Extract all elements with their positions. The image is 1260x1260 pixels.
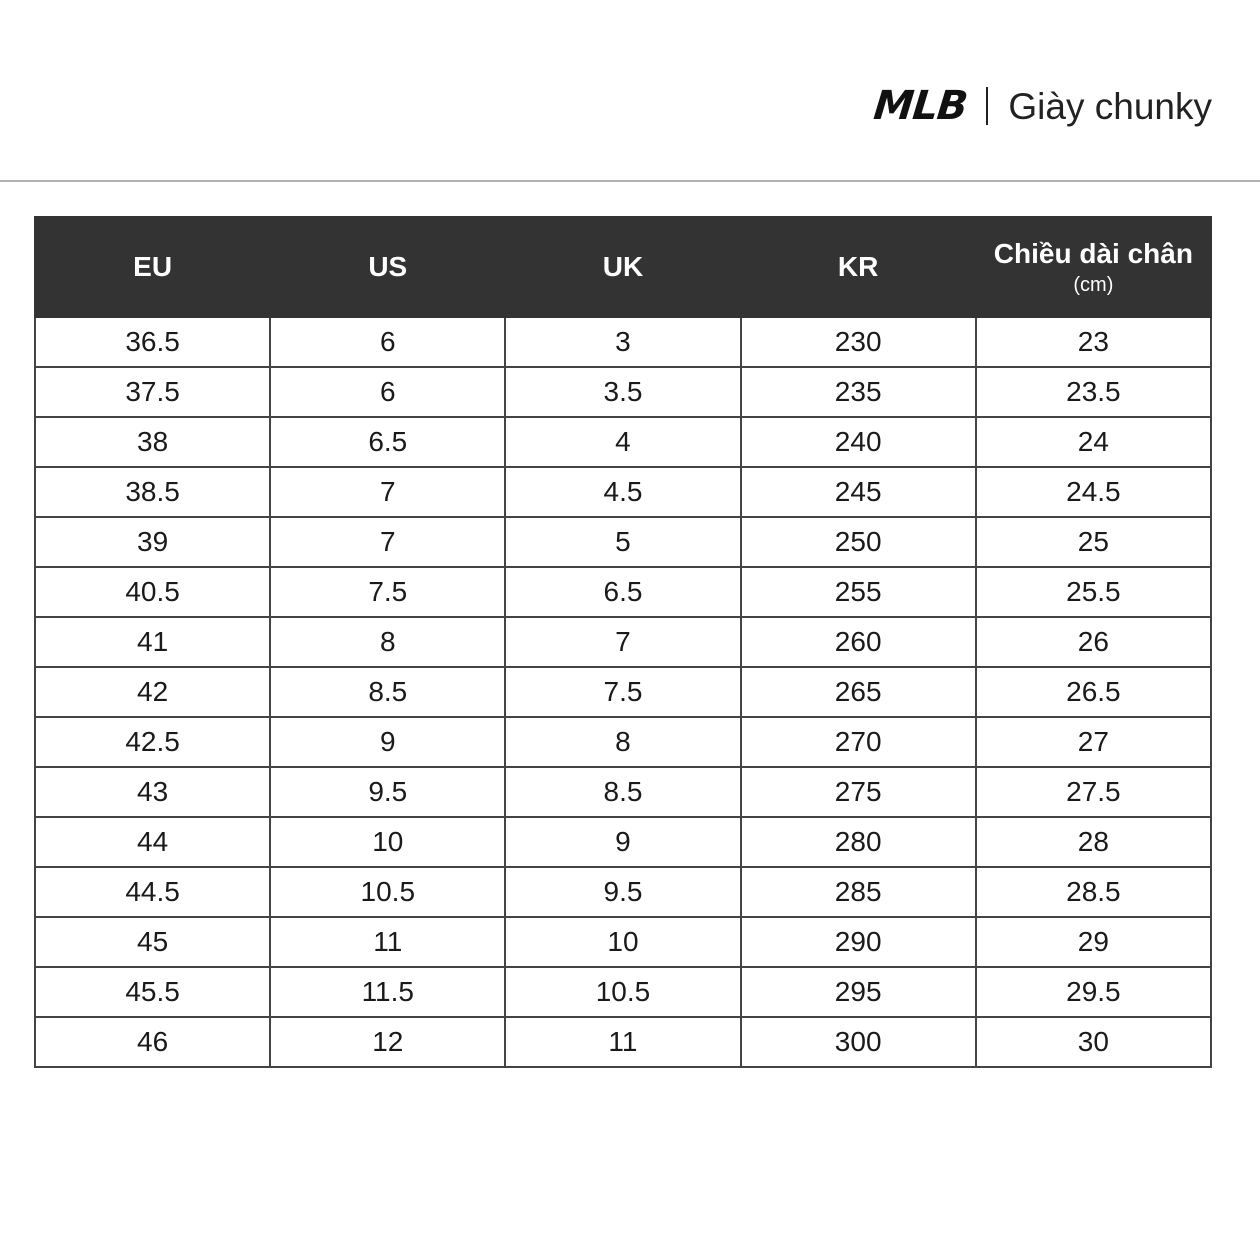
- table-cell-kr: 265: [741, 667, 976, 717]
- table-cell-kr: 285: [741, 867, 976, 917]
- table-cell-foot-length: 26.5: [976, 667, 1211, 717]
- table-cell-kr: 240: [741, 417, 976, 467]
- table-row: [35, 817, 1211, 867]
- table-cell-eu: 45.5: [35, 967, 270, 1017]
- table-row: [35, 717, 1211, 767]
- column-header-uk: [505, 217, 740, 317]
- table-row: [35, 1017, 1211, 1067]
- table-cell-us: 10: [270, 817, 505, 867]
- table-cell-us: 11.5: [270, 967, 505, 1017]
- column-header-kr: [741, 217, 976, 317]
- table-cell-kr: 270: [741, 717, 976, 767]
- column-header-label: KR: [837, 251, 879, 282]
- table-cell-us: 11: [270, 917, 505, 967]
- table-row: [35, 567, 1211, 617]
- table-cell-eu: 44: [35, 817, 270, 867]
- table-cell-us: 8: [270, 617, 505, 667]
- column-header-label: UK: [602, 251, 644, 282]
- table-cell-us: 9.5: [270, 767, 505, 817]
- table-cell-foot-length: 24: [976, 417, 1211, 467]
- table-row: [35, 667, 1211, 717]
- table-cell-kr: 235: [741, 367, 976, 417]
- table-cell-foot-length: 29: [976, 917, 1211, 967]
- table-cell-us: 10.5: [270, 867, 505, 917]
- table-row: [35, 517, 1211, 567]
- table-row: [35, 467, 1211, 517]
- size-chart-table: [34, 216, 1212, 1068]
- table-cell-us: 6: [270, 367, 505, 417]
- table-cell-kr: 280: [741, 817, 976, 867]
- table-cell-eu: 38: [35, 417, 270, 467]
- table-cell-uk: 4.5: [505, 467, 740, 517]
- table-cell-us: 12: [270, 1017, 505, 1067]
- table-cell-kr: 295: [741, 967, 976, 1017]
- table-cell-foot-length: 27.5: [976, 767, 1211, 817]
- table-cell-kr: 245: [741, 467, 976, 517]
- table-header: [35, 217, 1211, 317]
- table-cell-foot-length: 27: [976, 717, 1211, 767]
- table-row: [35, 417, 1211, 467]
- column-header-foot-length: [976, 217, 1211, 317]
- table-cell-eu: 46: [35, 1017, 270, 1067]
- table-cell-foot-length: 23.5: [976, 367, 1211, 417]
- table-cell-uk: 3: [505, 317, 740, 367]
- header-divider: [986, 87, 988, 125]
- table-cell-uk: 6.5: [505, 567, 740, 617]
- table-cell-kr: 290: [741, 917, 976, 967]
- table-cell-us: 8.5: [270, 667, 505, 717]
- table-row: [35, 317, 1211, 367]
- horizontal-rule: [0, 180, 1260, 182]
- table-cell-eu: 40.5: [35, 567, 270, 617]
- table-cell-uk: 7: [505, 617, 740, 667]
- table-cell-uk: 10.5: [505, 967, 740, 1017]
- table-cell-eu: 39: [35, 517, 270, 567]
- table-cell-uk: 9: [505, 817, 740, 867]
- table-cell-foot-length: 30: [976, 1017, 1211, 1067]
- column-header-eu: [35, 217, 270, 317]
- table-cell-foot-length: 24.5: [976, 467, 1211, 517]
- table-cell-eu: 36.5: [35, 317, 270, 367]
- table-cell-uk: 8: [505, 717, 740, 767]
- table-cell-eu: 37.5: [35, 367, 270, 417]
- page-header: [871, 78, 1212, 134]
- table-cell-foot-length: 28: [976, 817, 1211, 867]
- table-cell-eu: 41: [35, 617, 270, 667]
- table-cell-eu: 42: [35, 667, 270, 717]
- table-cell-us: 9: [270, 717, 505, 767]
- column-header-us: [270, 217, 505, 317]
- table-cell-kr: 300: [741, 1017, 976, 1067]
- table-cell-kr: 230: [741, 317, 976, 367]
- table-body: [35, 317, 1211, 1067]
- table-row: [35, 767, 1211, 817]
- table-cell-foot-length: 25.5: [976, 567, 1211, 617]
- table-cell-uk: 10: [505, 917, 740, 967]
- table-cell-us: 6: [270, 317, 505, 367]
- table-cell-eu: 43: [35, 767, 270, 817]
- table-cell-eu: 45: [35, 917, 270, 967]
- table-cell-kr: 250: [741, 517, 976, 567]
- column-header-label: US: [368, 251, 408, 282]
- table-cell-us: 7: [270, 467, 505, 517]
- table-row: [35, 617, 1211, 667]
- table-cell-kr: 275: [741, 767, 976, 817]
- column-header-label: EU: [133, 251, 173, 282]
- table-cell-eu: 42.5: [35, 717, 270, 767]
- table-row: [35, 917, 1211, 967]
- table-row: [35, 967, 1211, 1017]
- table-cell-foot-length: 25: [976, 517, 1211, 567]
- brand-logo: MLB: [871, 83, 969, 129]
- table-cell-uk: 7.5: [505, 667, 740, 717]
- table-cell-foot-length: 29.5: [976, 967, 1211, 1017]
- table-cell-foot-length: 26: [976, 617, 1211, 667]
- table-cell-us: 6.5: [270, 417, 505, 467]
- table-cell-us: 7: [270, 517, 505, 567]
- table-cell-kr: 260: [741, 617, 976, 667]
- table-cell-kr: 255: [741, 567, 976, 617]
- column-header-label: Chiều dài chân: [993, 237, 1193, 269]
- table-cell-uk: 11: [505, 1017, 740, 1067]
- table-row: [35, 367, 1211, 417]
- header-row: [35, 217, 1211, 317]
- table-cell-us: 7.5: [270, 567, 505, 617]
- table-cell-foot-length: 23: [976, 317, 1211, 367]
- table-cell-eu: 38.5: [35, 467, 270, 517]
- table-cell-uk: 9.5: [505, 867, 740, 917]
- table-cell-uk: 3.5: [505, 367, 740, 417]
- table-cell-eu: 44.5: [35, 867, 270, 917]
- table-cell-uk: 5: [505, 517, 740, 567]
- column-header-unit: (cm): [1073, 273, 1114, 296]
- table-row: [35, 867, 1211, 917]
- table-cell-uk: 8.5: [505, 767, 740, 817]
- table-cell-uk: 4: [505, 417, 740, 467]
- page-title: Giày chunky: [1008, 85, 1212, 127]
- table-cell-foot-length: 28.5: [976, 867, 1211, 917]
